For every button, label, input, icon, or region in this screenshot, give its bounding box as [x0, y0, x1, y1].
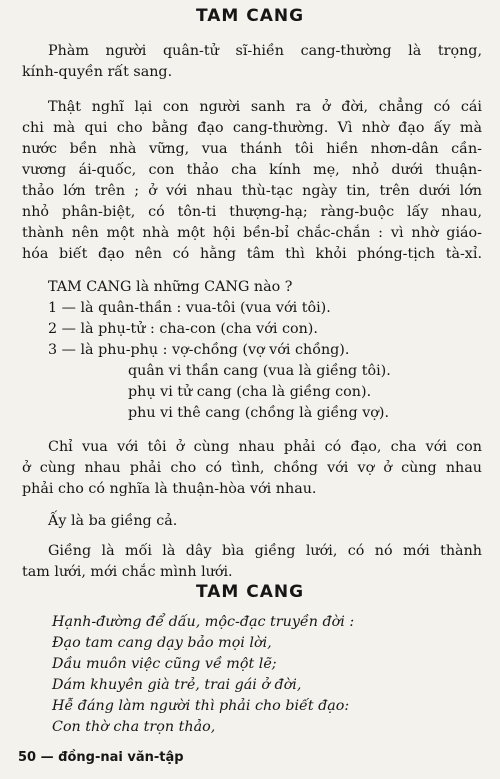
heading-tam-cang-2: TAM CANG — [195, 582, 305, 602]
paragraph-1-line: Phàm người quân-tử sĩ-hiền cang-thường là trọng, — [48, 43, 482, 59]
paragraph-1-line: kính-quyền rất sang. — [22, 64, 173, 80]
poem-line: Dám khuyên già trẻ, trai gái ở đời, — [52, 677, 302, 693]
paragraph-2-line: vương ái-quốc, con thảo cha kính mẹ, nhỏ dưới thuận- — [22, 162, 482, 178]
sublist-item: phu vi thê cang (chồng là giềng vợ). — [128, 405, 390, 421]
paragraph-3-line: ở cùng nhau phải cho có tình, chồng với vợ ở cùng nhau — [22, 460, 482, 476]
poem-line: Hạnh-đường để dấu, mộc-đạc truyền đời : — [52, 614, 355, 630]
poem-line: Con thờ cha trọn thảo, — [52, 719, 216, 735]
paragraph-2-line: nước bền nhà vững, vua thánh tôi hiền nhơn-dân cần- — [22, 141, 482, 157]
sublist-item: phụ vi tử cang (cha là giềng con). — [128, 384, 372, 400]
page-footer: 50 — đồng-nai văn-tập — [18, 750, 184, 765]
paragraph-5-line: Giềng là mối là dây bìa giềng lưới, có nó mới thành — [48, 543, 482, 559]
paragraph-5-line: tam lưới, mới chắc mình lưới. — [22, 564, 233, 580]
heading-tam-cang: TAM CANG — [195, 6, 305, 26]
paragraph-3-line: Chỉ vua với tôi ở cùng nhau phải có đạo, cha với con — [48, 439, 482, 455]
poem-line: Dầu muôn việc cũng về một lẽ; — [52, 656, 277, 672]
paragraph-2-line: hóa biết đạo nên có hằng tâm thì khỏi phóng-tịch tà-xỉ. — [22, 246, 482, 262]
question-line: TAM CANG là những CANG nào ? — [48, 279, 293, 295]
paragraph-2-line: chi mà qui cho bằng đạo cang-thường. Vì nhờ đạo ấy mà — [22, 120, 482, 136]
paragraph-3-line: phải cho có nghĩa là thuận-hòa với nhau. — [22, 481, 317, 497]
poem-line: Đạo tam cang dạy bảo mọi lời, — [52, 635, 272, 651]
paragraph-2-line: thảo lớn trên ; ở với nhau thù-tạc ngày tin, trên dưới lớn — [22, 183, 482, 199]
poem-line: Hễ đáng làm người thì phải cho biết đạo: — [52, 698, 350, 714]
list-item: 2 — là phụ-tử : cha-con (cha với con). — [48, 321, 318, 337]
paragraph-2-line: thành nên một nhà một hội bền-bỉ chắc-chắn : vì nhờ giáo- — [22, 225, 482, 241]
list-item: 3 — là phu-phụ : vợ-chồng (vợ với chồng). — [48, 342, 350, 358]
sublist-item: quân vi thần cang (vua là giềng tôi). — [128, 363, 391, 379]
paragraph-2-line: nhỏ phân-biệt, có tôn-ti thượng-hạ; ràng-buộc lấy nhau, — [22, 204, 482, 220]
paragraph-4-line: Ấy là ba giềng cả. — [48, 513, 178, 529]
paragraph-2-line: Thật nghĩ lại con người sanh ra ở đời, chẳng có cái — [48, 99, 482, 115]
list-item: 1 — là quân-thần : vua-tôi (vua với tôi). — [48, 300, 331, 316]
